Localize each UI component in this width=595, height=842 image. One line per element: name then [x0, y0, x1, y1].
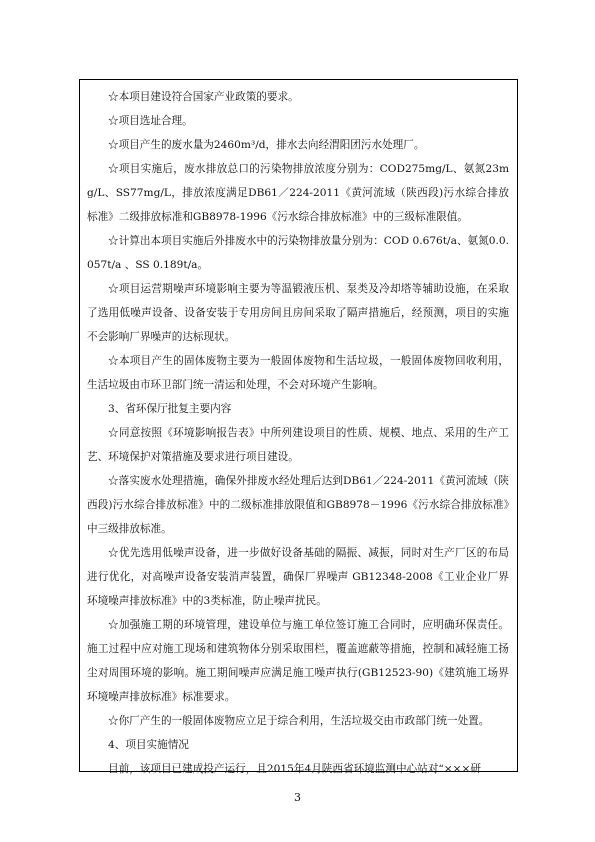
paragraph-discharge-concentration: ☆项目实施后，废水排放总口的污染物排放浓度分别为：COD275mg/L、氨氮23mg/L、SS77mg/L，排放浓度满足DB61／224-2011《黄河流域（陕西段)污水综合排放标准》二级排放标准和GB8978-1996《污水综合排放标准》中的三级标准限值。 [87, 163, 509, 223]
paragraph-industry-policy: ☆本项目建设符合国家产业政策的要求。 [108, 91, 299, 103]
paragraph-approval-noise: ☆优先选用低噪声设备，进一步做好设备基础的隔振、减振，同时对生产厂区的布局进行优化，对高噪声设备安装消声装置，确保厂界噪声 GB12348-2008《工业企业厂界环境噪声排放标准》中的3类标准，防止噪声扰民。 [87, 547, 509, 607]
page-number: 3 [294, 791, 301, 804]
document-body [79, 79, 518, 781]
paragraph-site-selection: ☆项目选址合理。 [108, 115, 193, 127]
paragraph-wastewater-volume: ☆项目产生的废水量为2460m³/d，排水去向经渭阳团污水处理厂。 [108, 139, 425, 151]
paragraph-approval-construction-management: ☆加强施工期的环境管理，建设单位与施工单位签订施工合同时，应明确环保责任。施工过程中应对施工现场和建筑物体分别采取围栏，覆盖遮蔽等措施，控制和减轻施工扬尘对周围环境的影响。施工期间噪声应满足施工噪声执行(GB12523-90)《建筑施工场界环境噪声排放标准》标准要求。 [87, 619, 509, 703]
paragraph-solid-waste: ☆本项目产生的固体废物主要为一般固体废物和生活垃圾，一般固体废物回收利用，生活垃圾由市环卫部门统一清运和处理，不会对环境产生影响。 [87, 355, 509, 391]
paragraph-pollutant-amounts: ☆计算出本项目实施后外排废水中的污染物排放量分别为：COD 0.676t/a、氨氮0.0.057t/a 、SS 0.189t/a。 [87, 235, 509, 271]
section-heading-implementation: 4、项目实施情况 [108, 739, 189, 751]
paragraph-approval-construction: ☆同意按照《环境影响报告表》中所列建设项目的性质、规模、地点、采用的生产工艺、环境保护对策措施及要求进行项目建设。 [87, 427, 509, 463]
paragraph-operational-noise: ☆项目运营期噪声环境影响主要为等温锻液压机、泵类及冷却塔等辅助设施，在采取了选用低噪声设备、设备安装于专用房间且房间采取了隔声措施后，经预测，项目的实施不会影响厂界噪声的达标现状。 [87, 283, 509, 343]
paragraph-approval-solid-waste: ☆你厂产生的一般固体废物应立足于综合利用，生活垃圾交由市政部门统一处置。 [108, 715, 490, 727]
section-heading-approval: 3、省环保厅批复主要内容 [108, 403, 232, 415]
paragraph-implementation-status: 目前，该项目已建成投产运行，且2015年4月陕西省环境监测中心站对“×××研 [108, 763, 481, 775]
paragraph-approval-wastewater: ☆落实废水处理措施，确保外排废水经处理后达到DB61／224-2011《黄河流域（陕西段)污水综合排放标准》中的二级标准排放限值和GB8978－1996《污水综合排放标准》中三级排放标准。 [87, 475, 509, 535]
